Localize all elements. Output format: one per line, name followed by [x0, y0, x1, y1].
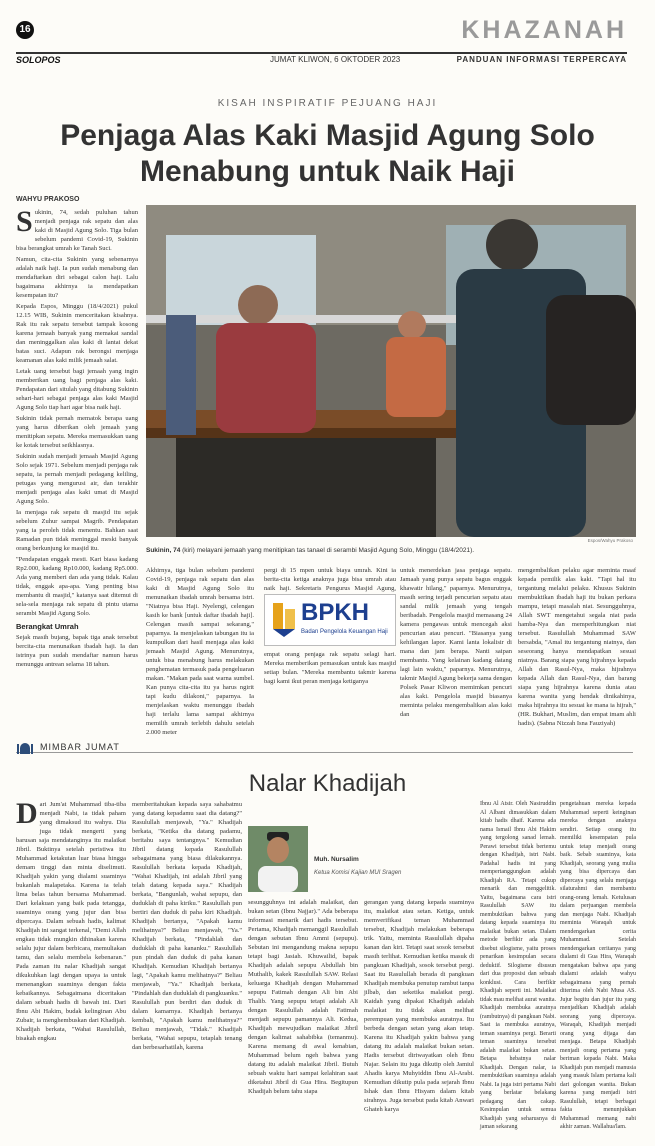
subheading: Berangkat Umrah — [16, 622, 79, 631]
page-number: 16 — [16, 21, 34, 39]
paragraph: "Pendapatan enggak mesti. Kari biasa kadang Rp2.000, kadang Rp10.000, kadang Rp5.000. Ada yang memberi dan ada yang tidak. Kalau tidak, enggak apa-apa. Yang penting bisa membantu di masjid," katanya saat ditemui di sela-sela menjaga rak sepatu di pintu utama serambi Masjid Agung Solo. — [16, 556, 138, 617]
paragraph: empat orang penjaga rak sepatu selagi hari. Mereka memberikan pemasukan untuk kas masjid setiap bulan. "Mereka membantu takmir karena bagi kami ikut peran menjaga ketiganya — [264, 651, 396, 685]
paragraph: Sukinin tidak pernah mematok berapa uang yang harus diberikan oleh jemaah yang menitipkan sepatu. Mereka memasukkan uang ke kotak tersebut seikhlasnya. — [16, 415, 138, 449]
article-column-1 — [16, 205, 138, 733]
mosque-icon — [16, 740, 34, 754]
author-photo — [248, 826, 308, 892]
paragraph: gerangan yang datang kepada suaminya itu, malaikat atau setan. Ketiga, untuk memverifikasi teman Muhammad tersebut, Khadijah melakukan beberapa trik. Yaitu, meminta Rasulullah dipaha kanan dan kiri. Tetapi saat sosok tersebut masih terlihat. Kemudian ketika masuk di pangkuan Khadijah, sosok tersebut pergi. Saat itu Rasulullah berada di pangkuan Khadijah membuka penutup rambut tanpa jilbab, dan seketika malaikat pergi. Kaidah yang dipakai Khadijah adalah malaikat itu tidak akan melihat perempuan yang membuka auratnya. Itu berbeda dengan setan yang akan tetap. Karena itu Khadijah yakin bahwa yang datang itu adalah malaikat bukan setan. Hadis tersebut diriwayatkan oleh Ibnu Najar. Selain itu juga dikutip oleh Jamiul Ahadis karya Muhyiddin Ibnu Al-Arabi. Kemudian dikutip pula pada sejarah Ibnu Ishak dan Ibnu Hisyam dalam kitab sirahnya. Juga tersebut pada kitab Anwari Ghateh karya — [364, 899, 474, 1113]
article-column-4 — [400, 566, 512, 726]
article-column-5 — [518, 566, 636, 726]
mimbar-column-6 — [560, 800, 636, 1140]
article-byline: WAHYU PRAKOSO — [16, 196, 80, 203]
photo-illustration — [146, 205, 636, 537]
author-portrait — [248, 826, 308, 892]
mimbar-column-3 — [248, 898, 358, 1140]
paragraph: untuk menerdekan jasa penjaga sepatu. Jamaah yang punya sepatu bagus enggak khawatir hilang," paparnya. Menurutnya, masih sering terjadi pencurian sepatu atau sandal milik jemaah yang tengah beribadah. Pengelola masjid memasang 24 kamera pengawas untuk mencegah aksi pencurian atau pencuri. "Biasanya yang kehilangan lapor. Kami lanta lokalisir di mana dan jam berapa. Nanti saipan membantu. Yang kelainan kadang datang lagi lain waktu," paparnya. Menurutnya, takmir Masjid Agung bekerja sama dengan Polsek Pasar Kliwon memimkan pencuri alas kaki. Pengelola masjid biasanya meminta pelaku mengembalikan alas kaki dan — [400, 567, 512, 718]
caption-name: Sukinin, 74 — [146, 547, 181, 554]
paragraph: Letak uang tersebut bagi jemaah yang ingin memberikan uang bagi penjaga alas kaki. Pendapatan dari situlah yang ditabung Sukinin sehari-hari sebagai penjaga alas kaki Masjid Agung Solo tiap hari agar bisa naik haji. — [16, 368, 138, 411]
section-label: MIMBAR JUMAT — [34, 742, 126, 752]
section-divider — [16, 752, 633, 753]
column-title: Nalar Khadijah — [248, 770, 407, 797]
header-rule — [16, 52, 627, 54]
article-kicker: KISAH INSPIRATIF PEJUANG HAJI — [217, 98, 438, 109]
mimbar-column-4 — [364, 898, 474, 1140]
section-rubrik: KHAZANAH — [461, 16, 627, 44]
brand-logo: SOLOPOS — [16, 55, 61, 65]
paragraph: sesungguhnya ini adalah malaikat, dan bukan setan (Ibnu Najjar)." Ada beberapa informasi menarik dari hadis tersebut. Pertama, Khadijah memanggil Rasulullah dengan sebutan Ibnu Ammi (sepupu). Sebutan ini mengandung makna sepupu tetapi bagi Jasiah. Khuwailid, bapak Khadijah adalah sepupu Abdullah bin Muthalib, kakek Rasulullah SAW. Relasi keluarga Khadijah dengan Muhammad sepupu Fatimah dengan Ali bin Abi Thalib. Yang sepupu tetapi adalah Ali dengan Rasulullah adalah Fatimah menjadi sepupu pamannya Ali. Kedua, Khadijah mewujudkan malaikat Jibril dengan kalimat sahabibka (temanmu). Karena memang di awal kenabian, Muhammad belum ngeh bahwa yang datang itu adalah malaikat Jibril. Butuh sebuah waktu hari sampai kelahiran saat diketahui Jibril di Gua Hira. Begitupun Khadijah belum tahu siapa — [248, 899, 358, 1095]
paragraph: ukinin, 74, sedah puluhan tahun menjadi penjaga rak sepatu dan alas kaki di Masjid Agung Solo. Tiga bulan sebelum pandemi Covid-19, Sukinin bisa berangkat umrah ke Tanah Suci. — [16, 209, 138, 252]
photo-credit: Espos/Wahyu Prakoso — [587, 538, 633, 543]
author-name: Muh. Nursalim — [314, 856, 359, 863]
paragraph: Kepada Espos, Minggu (18/4/2021) pukul 12.15 WIB, Sukinin menceritakan kisahnya. Rak itu rak sepatu tersebut tampak kosong karena jemaah banyak yang memakai sandal dan meninggalkan alas kaki di lantai dekat batas suci. Adapun rak berongsi menjaga keamanan alas kaki milik jemaah salat. — [16, 303, 138, 364]
drop-cap: D — [16, 797, 38, 830]
paragraph: ari Jum'at Muhammad tiba-tiba menjadi Nabi, ia tidak paham yang dimaksud itu wahyu. Dia juga tidak mengerti yang barusan saja mendatanginya itu malaikat Jibril. Buktinya setelah peristiwa itu Muhammad ketakutan luar biasa hingga demam tinggi dan minta diselimuti. Khadijah yakin yang dialami suaminya bukanlah malapetaka. Karena ia telah lima belas tahun bersama Muhammad. Dari kelakuan yang baik pada tetangga, suaminya orang yang jujur dan bisa dipercaya. Dalam sebuah hadis, kalimat Khadijah ini sangat terkenal, "Demi Allah engkau tidak mungkin dihinakan karena selalu jujur dalam berbicara, memuliakan tamu, dan selalu membela kebenaran." Pada zaman itu nalar Khadijah sangat dikukuhkan lagi dengan upaya ia untuk menenangkan suaminya dengan fakta kebaikannya. Sebagaimana diceritakan dalam sebuah hadis di bawah ini. Dari Ibnu Abi Hakim, budak kelinginan Abu Zubair, ia menghembuskan dari Khadijah. Khadijah berkata, "Wahai Rasulullah, bisakah engkau — [16, 801, 126, 1042]
paragraph: mengembalikan pelaku agar meminta maaf kepada pemilik alas kaki. "Tapi hal itu tergantung melalui pelaku. Khusus Sukinin membuktikan ibadah haji itu bukan perkara mampu, tetapi masalah niat. Sesungguhnya, Allah SWT mengetahui segala niat pada hamba-Nya dan memperhitungkan niat tersebut. Rasulullah Muhammad SAW bersabda, "Amal itu tergantung niatnya, dan seseorang hanya mendapatkan sesuai niatnya. Barang siapa yang hijrahnya kepada Allah dan Rasul-Nya, maka hijrahnya kepada Allah dan Rasul-Nya, dan barang siapa yang hijrahnya karena dunia atau karena wanita yang hendak dinikahinya, maka hijrahnya itu sesuai ke mana ia hijrah," (HR. Bukhari, Muslim, dan empat imam ahli hadis). (Sabna Nizzah Isna Fauziyah) — [518, 567, 636, 727]
article-column-2 — [146, 566, 254, 736]
paragraph: Ia menjaga rak sepatu di masjid itu sejak sebelum Zuhur sampai Magrib. Pendapatan yang ia peroleh tidak menentu. Bahkan saat Ramadan pun tidak meninggal meski banyak orang berkunjung ke masjid itu. — [16, 509, 138, 552]
bpkh-subtitle: Badan Pengelola Keuangan Haji — [301, 629, 388, 635]
caption-text: (kiri) melayani jemaah yang menitipkan tas tanael di serambi Masjid Agung Solo, Minggu (18/4/2021). — [182, 547, 475, 554]
mimbar-column-5 — [480, 800, 556, 1140]
paragraph: memberitahukan kepada saya sahabatmu yang datang kepadamu saat dia datang?" Rasulullah menjawab, "Ya." Khadijah berkata, "Ketika dia datang padamu, beritahu saya tentangnya." Kemudian Jibril datang kepada Rasulullah sebagaimana yang biasa dilakukannya. Rasulullah berkata kepada Khadijah, "Wahai Khadijah, ini adalah Jibril yang telah datang kepada saya." Khadijah berkata, "Bangunlah, wahai sepupu, dan duduklah di paha kiriku." Rasulullah pun bertiri dan duduk di paha kiri Khadijah. Khadijah bertanya, "Apakah kamu melihatnya?" Beliau menjawab, "Ya." Khadijah berkata, "Pindahlah dan duduklah di paha kananku." Rasulullah pun pindah dan duduk di paha kanan Khadijah. Kemudian Khadijah bertanya lagi, "Apakah kamu melihatnya?" Beliau menjawab, "Ya." Khadijah berkata, "Pindahlah dan duduklah di pangkuanku." Rasulullah pun berdiri dan duduk di dalam kamarnya. Khadijah bertanya kembali, "Apakah kamu melihatnya?" Beliau menjawab, "Tidak." Khadijah berkata, "Wahai sepupu, tetaplah tenang dan berbesarhatilah, karena — [132, 801, 242, 1051]
article-photo — [146, 205, 636, 537]
article-column-3b — [264, 650, 396, 726]
author-role: Ketua Komisi Kajian MUI Sragen — [314, 870, 402, 876]
article-headline: Penjaga Alas Kaki Masjid Agung Solo Menabung untuk Naik Haji — [60, 119, 595, 188]
paragraph: Sukinin sudah menjadi jemaah Masjid Agung Solo sejak 1971. Sebelum menjadi penjaga rak sepatu, ia pernah menjadi pedagang keliling, petugas yang mengurusi air, dan terakhir menjadi penjaga alas kaki umat di Masjid Agung Solo. — [16, 453, 138, 505]
photo-caption — [146, 546, 636, 555]
paragraph: Namun, cita-cita Sukinin yang sebenarnya adalah naik haji. Ia pun sudah menabung dan mendaftarkan diri sebagai calon haji. Lalu bagaimana akhirnya ia mendapatkan kesempatan itu? — [16, 256, 138, 299]
dateline: JUMAT KLIWON, 6 OKTODER 2023 — [270, 55, 401, 64]
paragraph: pengetahuan mereka kepada Muhammad seperti keinginan mereka dengan anaknya sendiri. Setiap orang itu memiliki kesempatan pula untuk tetap menjadi orang baik. Sebab suaminya, kata Khadijah, seorang yang mulia yang bisa dipercaya dan dipercaya yang selalu menjaga silaturahmi dan membantu orang-orang lemah. Ketulusan dalam perjuangan membela dan menjaga Nabi. Khadijah meminta Waraqah untuk mendengarkan cerita Muhammad. Setelah mendengarkan ceritanya yang dialami di Gua Hira, Waraqah mengatakan bahwa apa yang dialami adalah wahyu sebagaimana yang pernah diterima oleh Nabi Musa AS. Jujur begitu dan jujur itu yang menjadikan Khadijah adalah seorang yang dipercaya. Waraqah, Khadijah menjadi orang yang dijaga dan menjaga. Betapa Khadijah menjadi orang pertama yang beriman kepada Nabi. Maka Khadijah pun menjadi manusia yang masuk Islam pertama kali dari golongan wanita. Bukan karena yang menjadi istri Rasulullah, tetapi berbagai fakta menunjukkan Muhammad memang nabi akhir zaman. Wallahua'lam. — [560, 801, 636, 1130]
bpkh-ad[interactable] — [264, 594, 396, 646]
article-column-3 — [264, 566, 396, 594]
mimbar-column-1 — [16, 797, 126, 1140]
bpkh-logo-text: BPKH — [301, 599, 370, 626]
mimbar-column-2 — [132, 800, 242, 1140]
paragraph: Ibnu Al Atsir. Oleh Nasiruddin Al Albani dimasukkan dalam kitab hadis dhaif. Karena ada nama Ismail Ibnu Abi Hakim yang tergolong sanad lemah. Perawi tersebut tidak bertemu dengan Khadijah, istri Nabi. Padahal hadis ini yang mempertanggungkan adalah Khadijah RA. Tetapi cukup menarik dan menggelitik. Yaitu, bagaimana cara istri Rasulullah SAW itu membuktikan bahwa yang datang kepada suaminya itu malaikat bukan setan. Dalam metode berfikir ada yang disebut silogisme, yaitu proses penarikan kesimpulan secara deduktif. Silogisme disusun dari dua proposisi dan sebuah konklusi. Cara berfikir Khadijah seperti ini. Malaikat tidak mau melihat aurat wanita. Khadijah membuka auratnya (rambutnya) di pangkuan Nabi. Saat ia membuka auratnya, teman suaminya pergi. Berarti teman suaminya tersebut adalah malaikat bukan setan. Betapa hebatnya nalar Khadijah. Dengan nalar, ia membuktikan suaminya adalah Nabi. Ia juga istri pertama Nabi yang berlatar belakang pedagang dan cakap. Kesimpulan untuk semua Khadijah yang seharusnya di jaman sekarang — [480, 801, 556, 1130]
paragraph: Sejak masih bujang, bapak tiga anak tersebut bercita-cita menunaikan ibadah haji. Ia dan istrinya pun sudah mendaftar namun harus menunggu antrean selama 18 tahun. — [16, 634, 138, 668]
paragraph: Akhirnya, tiga bulan sebelum pandemi Covid-19, penjaga rak sepatu dan alas kaki di Masjid Agung Solo itu menunaikan ibadah umrah bersama istri. "Niatnya bisa Haji. Nyelengi, celengan kasih ke bank [untuk daftar ibadah haji]. Celengan masih sampai sekarang," paparnya. Ia menjelaskan tabungan itu ia kumpulkan dari hasil menjaga alas kaki jemaah Masjid Agung. Menurutnya, untuk bisa menabung harus melakukan penghematan termasuk pada pengeluaran makan. "Makan pada saat warna sumbel. Kan punya cita-cita itu ya harus ngirit tapi kudu dilakoni," paparnya. Ia menjelaskan waktu menunggu ibadah haji terlalu lama sampai akhirnya memilih umrah terlebih dahulu setelah 2.000 meter — [146, 567, 254, 736]
drop-cap: S — [16, 205, 33, 238]
tagline: PANDUAN INFORMASI TERPERCAYA — [456, 55, 627, 64]
paragraph: pergi di 15 mpen untuk biaya umrah. Kini ia berita-cita ketiga anaknya juga bisa umrah atau naik haji. Sekretaris Pengurus Masjid Agung, — [264, 567, 396, 592]
